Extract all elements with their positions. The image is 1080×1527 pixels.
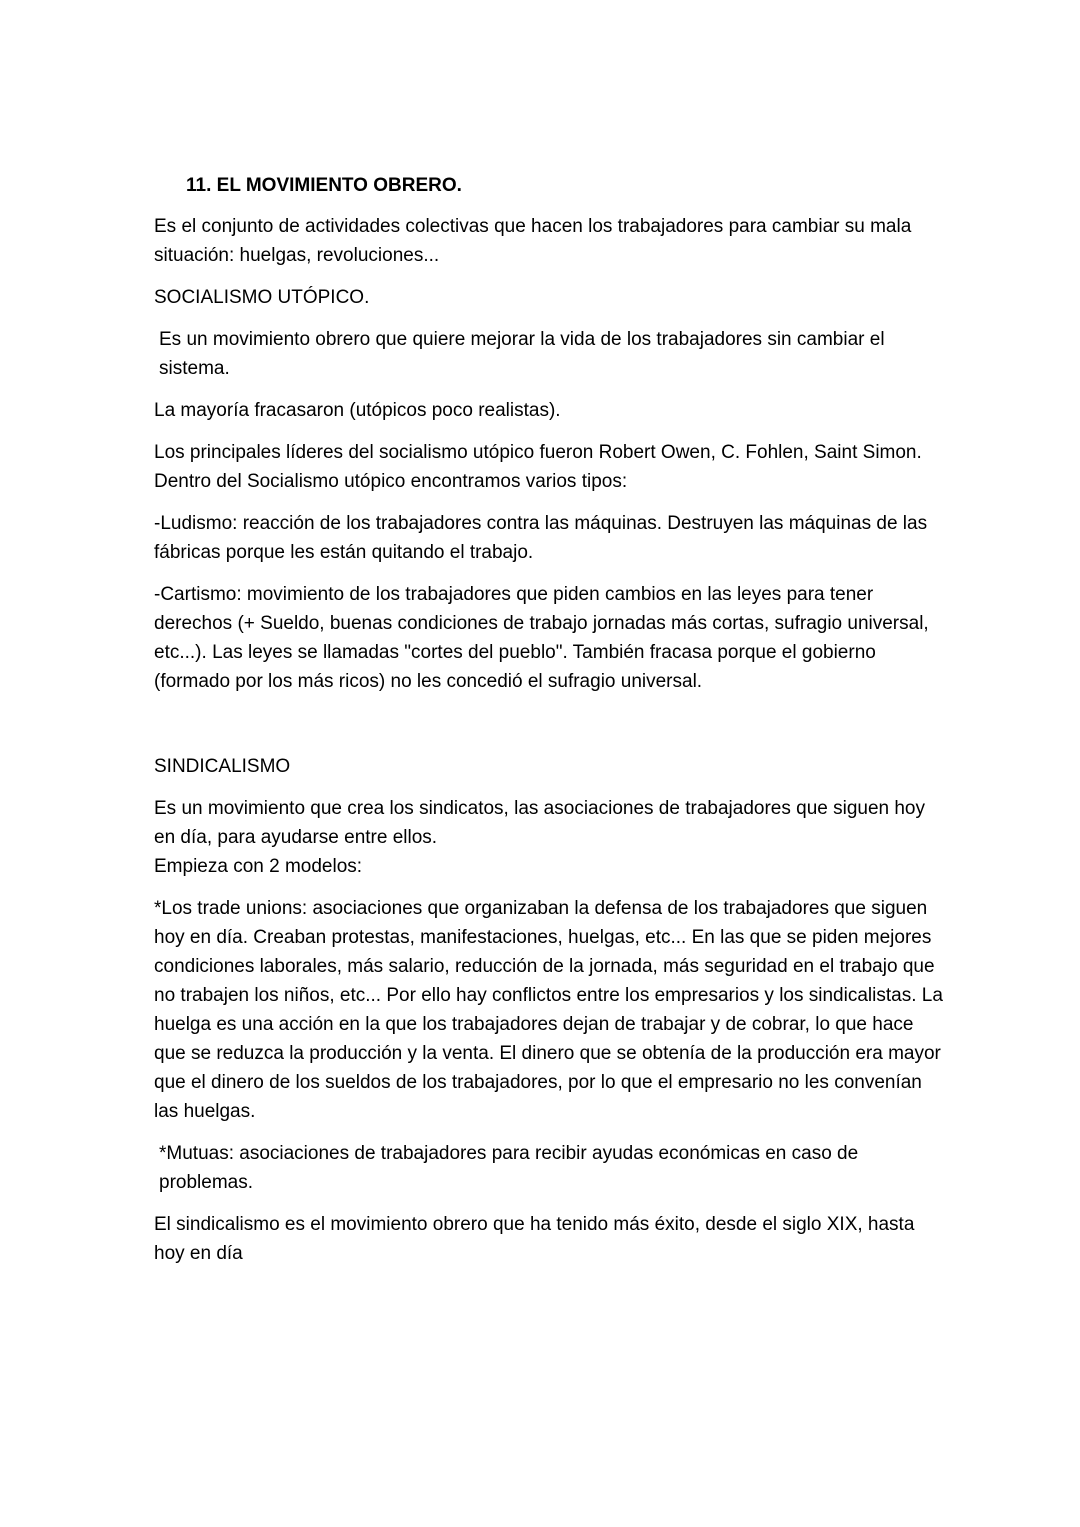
paragraph-trade-unions: *Los trade unions: asociaciones que organizaban la defensa de los trabajadores que siguen hoy en día. Creaban protestas, manifestaciones, huelgas, etc... En las que se piden mejores condiciones laborales, más salario, reducción de la jornada, más seguridad en el trabajo que no trabajen los niños, etc... Por ello hay conflictos entre los empresarios y los sindicalistas. La huelga es una acción en la que los trabajadores dejan de trabajar y de cobrar, lo que hace que se reduzca la producción y la venta. El dinero que se obtenía de la producción era mayor que el dinero de los sueldos de los trabajadores, por lo que el empresario no les convenían las huelgas. [154,898,943,1122]
spacer [154,709,944,752]
paragraph-ludismo: -Ludismo: reacción de los trabajadores contra las máquinas. Destruyen las máquinas de las fábricas porque les están quitando el trabajo. [154,513,928,563]
paragraph-cartismo: -Cartismo: movimiento de los trabajadores que piden cambios en las leyes para tener derechos (+ Sueldo, buenas condiciones de trabajo jornadas más cortas, sufragio universal, etc...). Las leyes se llamadas "cortes del pueblo". También fracasa porque el gobierno (formado por los más ricos) no les concedió el sufragio universal. [154,584,929,692]
paragraph: Empieza con 2 modelos: [154,856,363,877]
paragraph: Los principales líderes del socialismo utópico fueron Robert Owen, C. Fohlen, Saint Simon. Dentro del Socialismo utópico encontramos varios tipos: [154,442,922,492]
document-content [154,171,944,1281]
paragraph-mutuas: *Mutuas: asociaciones de trabajadores para recibir ayudas económicas en caso de problemas. [159,1143,859,1193]
page-title: 11. EL MOVIMIENTO OBRERO. [186,175,462,196]
paragraph: El sindicalismo es el movimiento obrero que ha tenido más éxito, desde el siglo XIX, hasta hoy en día [154,1214,915,1264]
paragraph: La mayoría fracasaron (utópicos poco realistas). [154,400,561,421]
intro-paragraph: Es el conjunto de actividades colectivas que hacen los trabajadores para cambiar su mala situación: huelgas, revoluciones... [154,216,912,266]
section-heading-socialismo: SOCIALISMO UTÓPICO. [154,287,370,308]
paragraph: Es un movimiento que crea los sindicatos, las asociaciones de trabajadores que siguen hoy en día, para ayudarse entre ellos. [154,798,926,848]
section-heading-sindicalismo: SINDICALISMO [154,756,291,777]
paragraph: Es un movimiento obrero que quiere mejorar la vida de los trabajadores sin cambiar el sistema. [159,329,885,379]
